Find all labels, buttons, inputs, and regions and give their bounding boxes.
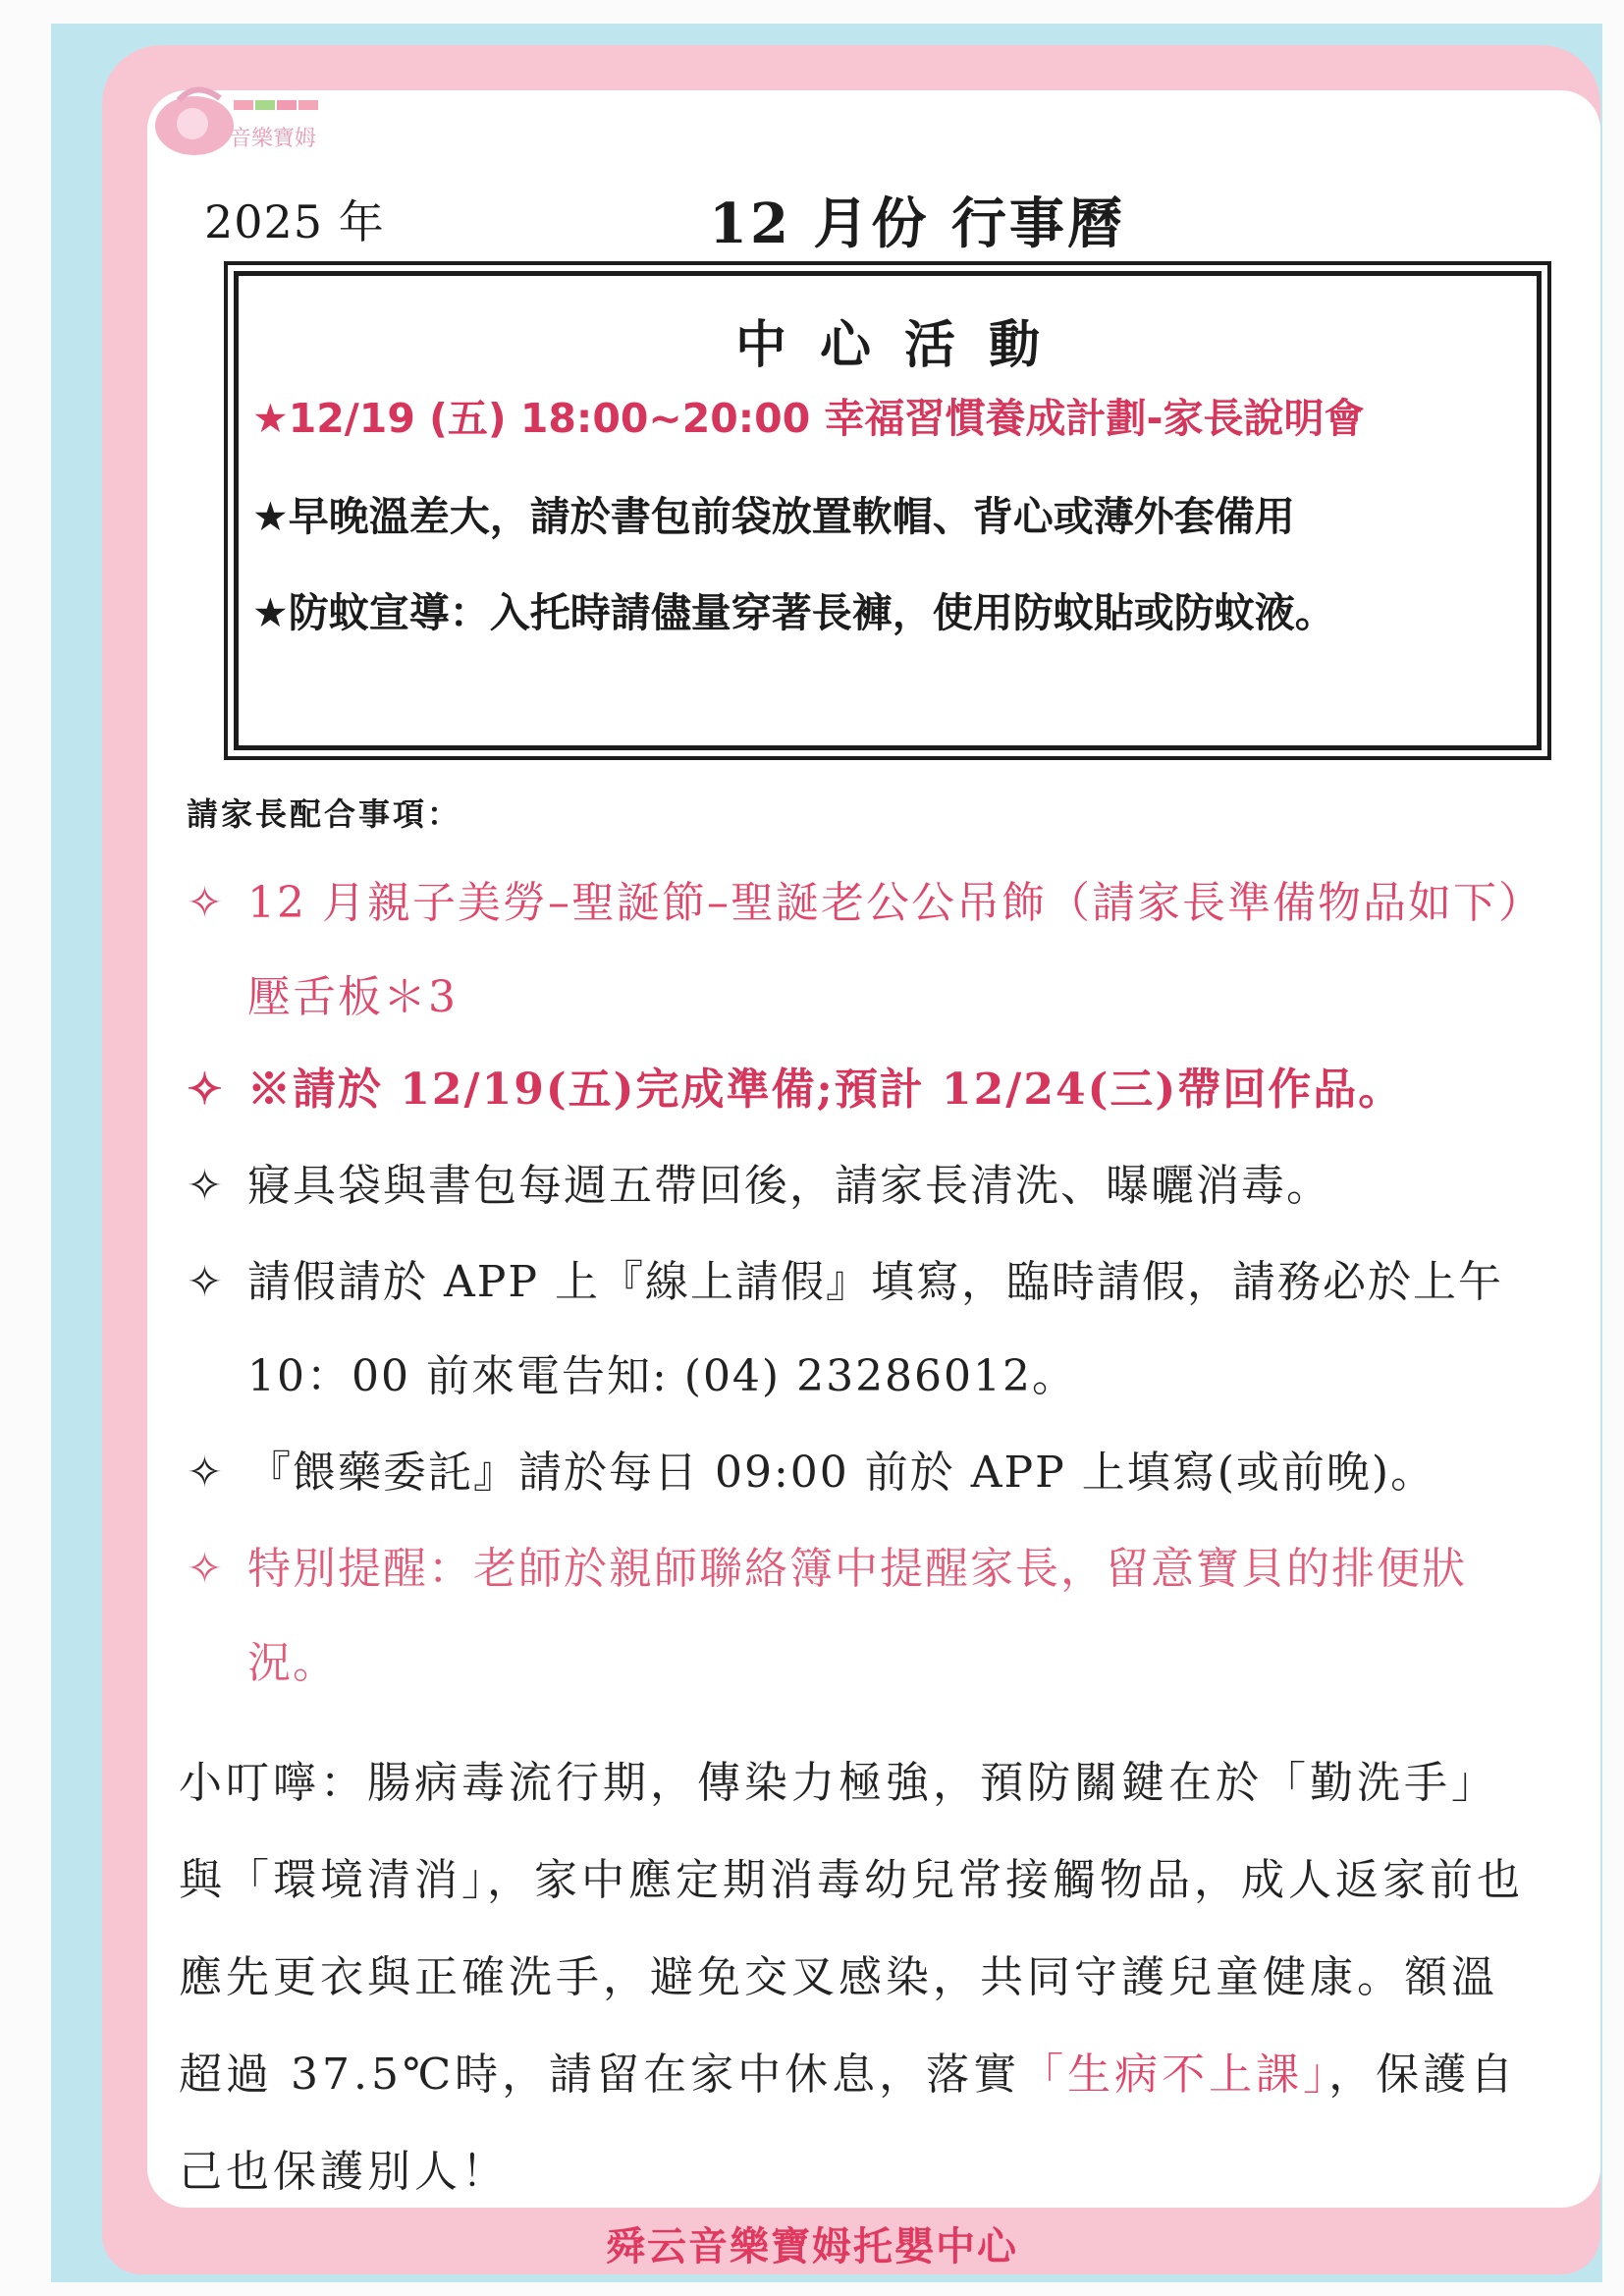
svg-text:音樂寶姆: 音樂寶姆 [230,127,317,151]
reminder-tail: ，保護自己也保護別人！ [179,2050,1518,2197]
note-text: 寢具袋與書包每週五帶回後，請家長清洗、曝曬消毒。 [247,1161,1331,1211]
activities-heading: 中心活動 [734,315,1073,375]
center-name-footer: 舜云音樂寶姆托嬰中心 [606,2224,1018,2269]
note-text: 請假請於 APP 上『線上請假』填寫，臨時請假，請務必於上午 10：00 前來電告知: (04) 23286012。 [247,1257,1503,1401]
sparkle-bullet-icon: ✧ [187,878,225,928]
reminder-text: 小叮嚀：腸病毒流行期，傳染力極強，預防關鍵在於「勤洗手」與「環境清消」，家中應定期消毒幼兒常接觸物品，成人返家前也應先更衣與正確洗手，避免交叉感染，共同守護兒童健康。額溫超過 37.5℃時，請留在家中休息，落實 [179,1758,1524,2100]
note-item-bedding [187,1139,1542,1233]
parent-notes-heading: 請家長配合事項： [187,795,462,833]
note-item-christmas-craft [187,856,1542,1045]
enterovirus-reminder [179,1734,1543,2220]
activity-mosquito-note: ★防蚊宣導：入托時請儘量穿著長褲，使用防蚊貼或防蚊液。 [252,589,1335,636]
music-baby-logo [149,75,355,163]
sparkle-bullet-icon: ✧ [187,1065,225,1115]
sparkle-bullet-icon: ✧ [187,1161,225,1211]
sparkle-bullet-icon: ✧ [187,1257,225,1307]
center-activities-box [224,261,1551,760]
note-item-deadline [187,1043,1542,1137]
sparkle-bullet-icon: ✧ [187,1448,225,1498]
activities-inner-border [234,271,1542,750]
note-item-leave-request [187,1235,1542,1424]
note-item-special-reminder [187,1522,1542,1711]
note-text: 特別提醒：老師於親師聯絡簿中提醒家長，留意寶貝的排便狀況。 [247,1544,1467,1688]
activity-clothing-note: ★早晚溫差大，請於書包前袋放置軟帽、背心或薄外套備用 [252,493,1295,540]
page-title: 12 月份 行事曆 [709,191,1125,256]
reminder-highlight: 「生病不上課」 [1020,2050,1329,2100]
note-text: 『餵藥委託』請於每日 09:00 前於 APP 上填寫(或前晚)。 [247,1448,1436,1498]
note-text: ※請於 12/19(五)完成準備;預計 12/24(三)帶回作品。 [247,1065,1404,1115]
calendar-year: 2025 年 [204,195,385,248]
note-item-medication [187,1426,1542,1520]
sparkle-bullet-icon: ✧ [187,1544,225,1594]
note-text: 12 月親子美勞–聖誕節–聖誕老公公吊飾（請家長準備物品如下）壓舌板＊3 [247,878,1522,1022]
activity-parent-meeting: ★12/19 (五) 18:00~20:00 幸福習慣養成計劃-家長說明會 [252,395,1365,442]
